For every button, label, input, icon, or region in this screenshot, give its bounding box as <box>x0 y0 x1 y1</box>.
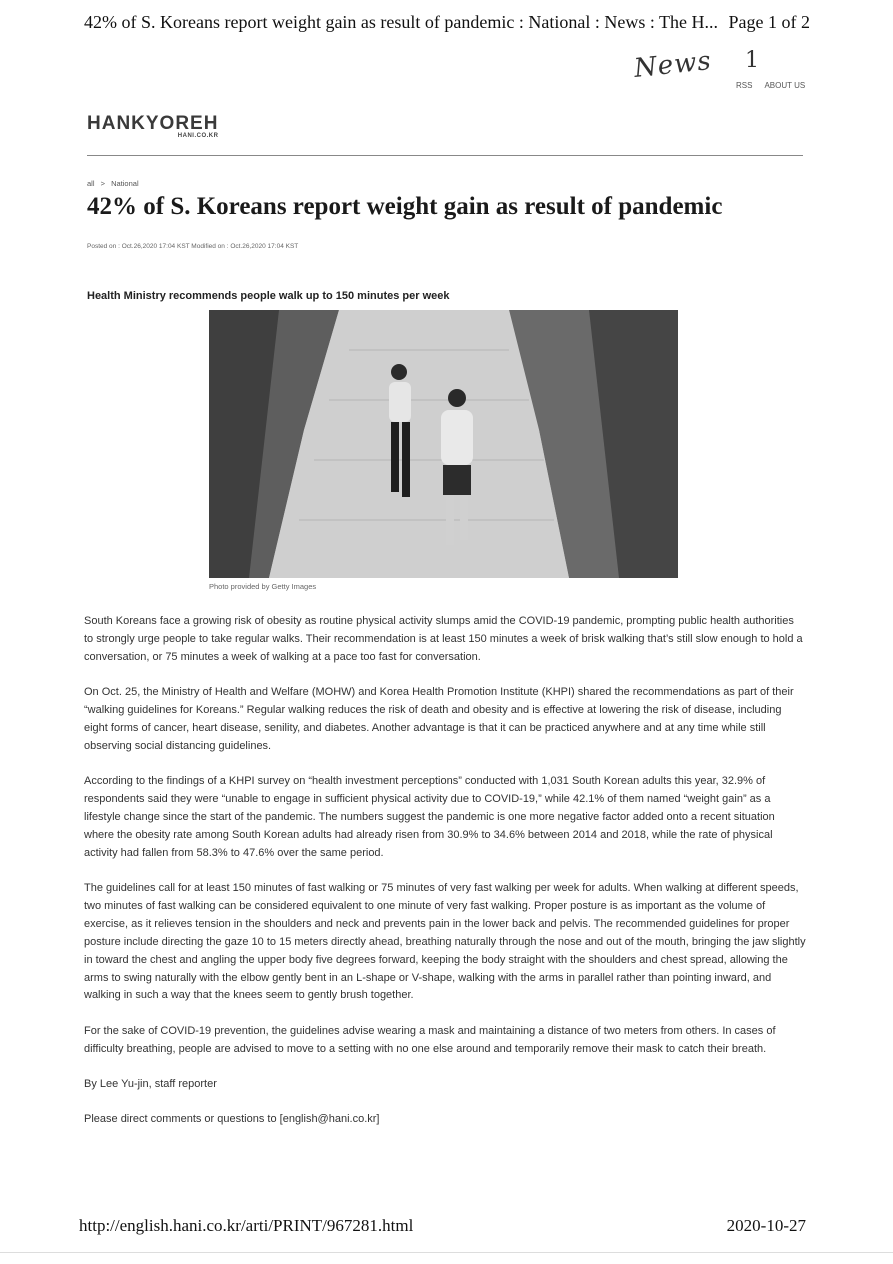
article-paragraph: For the sake of COVID-19 prevention, the guidelines advise wearing a mask and maintaining a distance of two meters from others. In cases of difficulty breathing, people are advised to move to a setting with no one else around and temporarily remove their mask to catch their breath. <box>84 1024 776 1055</box>
breadcrumb-section[interactable]: National <box>111 179 139 188</box>
photo-caption: Photo provided by Getty Images <box>209 582 317 591</box>
article-title: 42% of S. Koreans report weight gain as result of pandemic <box>87 193 723 220</box>
article-subhead: Health Ministry recommends people walk up to 150 minutes per week <box>87 290 450 302</box>
breadcrumb-separator: > <box>100 179 105 188</box>
article-paragraph: South Koreans face a growing risk of obesity as routine physical activity slumps amid the COVID-19 pandemic, prompting public health authorities to strongly urge people to take regular walks. Their recommendation is at least 150 minutes a week of brisk walking that’s still slow enough to hold a conversation, or 75 minutes a week of walking at a pace too fast for conversation. <box>84 615 803 663</box>
article-photo <box>209 310 678 578</box>
handwritten-number: 1 <box>745 48 759 73</box>
print-header-page: Page 1 of 2 <box>728 12 810 32</box>
about-us-link[interactable]: ABOUT US <box>764 81 806 90</box>
bottom-divider <box>0 1252 893 1253</box>
footer-date: 2020-10-27 <box>726 1216 806 1235</box>
site-logo[interactable] <box>87 113 218 139</box>
top-links <box>736 81 805 90</box>
breadcrumb <box>87 179 143 188</box>
logo-wordmark: HANKYOREH <box>87 113 219 134</box>
breadcrumb-home[interactable]: all <box>87 179 95 188</box>
article-byline: By Lee Yu-jin, staff reporter <box>84 1077 217 1090</box>
posted-date: Posted on : Oct.26,2020 17:04 KST Modified on : Oct.26,2020 17:04 KST <box>87 243 299 250</box>
print-header <box>84 12 810 33</box>
article-paragraph: The guidelines call for at least 150 minutes of fast walking or 75 minutes of very fast walking per week for adults. When walking at different speeds, two minutes of fast walking can be considered equivalent to one minute of very fast walking. Proper posture is as important as the volume of exercise, as it relieves tension in the shoulders and neck and prevents pain in the lower back and pelvis. The recommended guidelines for proper posture include directing the gaze 10 to 15 meters directly ahead, breathing naturally through the nose and out of the mouth, bringing the jaw slightly in toward the chest and angling the upper body five degrees forward, keeping the body straight with the shoulders and chest spread, allowing the arms to swing naturally with the elbow gently bent in an L-shape or V-shape, walking with the arms in parallel rather than pointing inward, and walking in such a way that the knees seem to gently brush together. <box>84 882 806 1002</box>
rss-link[interactable]: RSS <box>736 81 753 90</box>
print-header-title: 42% of S. Koreans report weight gain as result of pandemic : National : News : The H... <box>84 12 719 32</box>
print-footer <box>79 1216 806 1236</box>
photo-illustration <box>209 310 678 578</box>
header-divider <box>87 155 803 156</box>
handwritten-note: News <box>632 46 714 84</box>
article-paragraph: According to the findings of a KHPI survey on “health investment perceptions” conducted with 1,031 South Korean adults this year, 32.9% of respondents said they were “unable to engage in sufficient physical activity due to COVID-19,” while 42.1% of them named “weight gain” as a lifestyle change since the start of the pandemic. The numbers suggest the pandemic is one more negative factor added onto a recent situation where the obesity rate among South Korean adults had already risen from 30.9% to 34.6% between 2014 and 2018, while the rate of physical activity had fallen from 58.3% to 47.6% over the same period. <box>84 775 775 859</box>
footer-url: http://english.hani.co.kr/arti/PRINT/967281.html <box>79 1216 414 1235</box>
contact-note: Please direct comments or questions to [english@hani.co.kr] <box>84 1113 380 1126</box>
logo-domain: HANI.CO.KR <box>177 133 219 139</box>
article-paragraph: On Oct. 25, the Ministry of Health and Welfare (MOHW) and Korea Health Promotion Institute (KHPI) shared the recommendations as part of their “walking guidelines for Koreans.” Regular walking reduces the risk of death and obesity and is effective at lowering the risk of disease, including eight forms of cancer, heart disease, senility, and diabetes. Another advantage is that it can be practiced anywhere and at any time while still observing social distancing guidelines. <box>84 686 794 752</box>
article-body <box>84 613 806 1147</box>
